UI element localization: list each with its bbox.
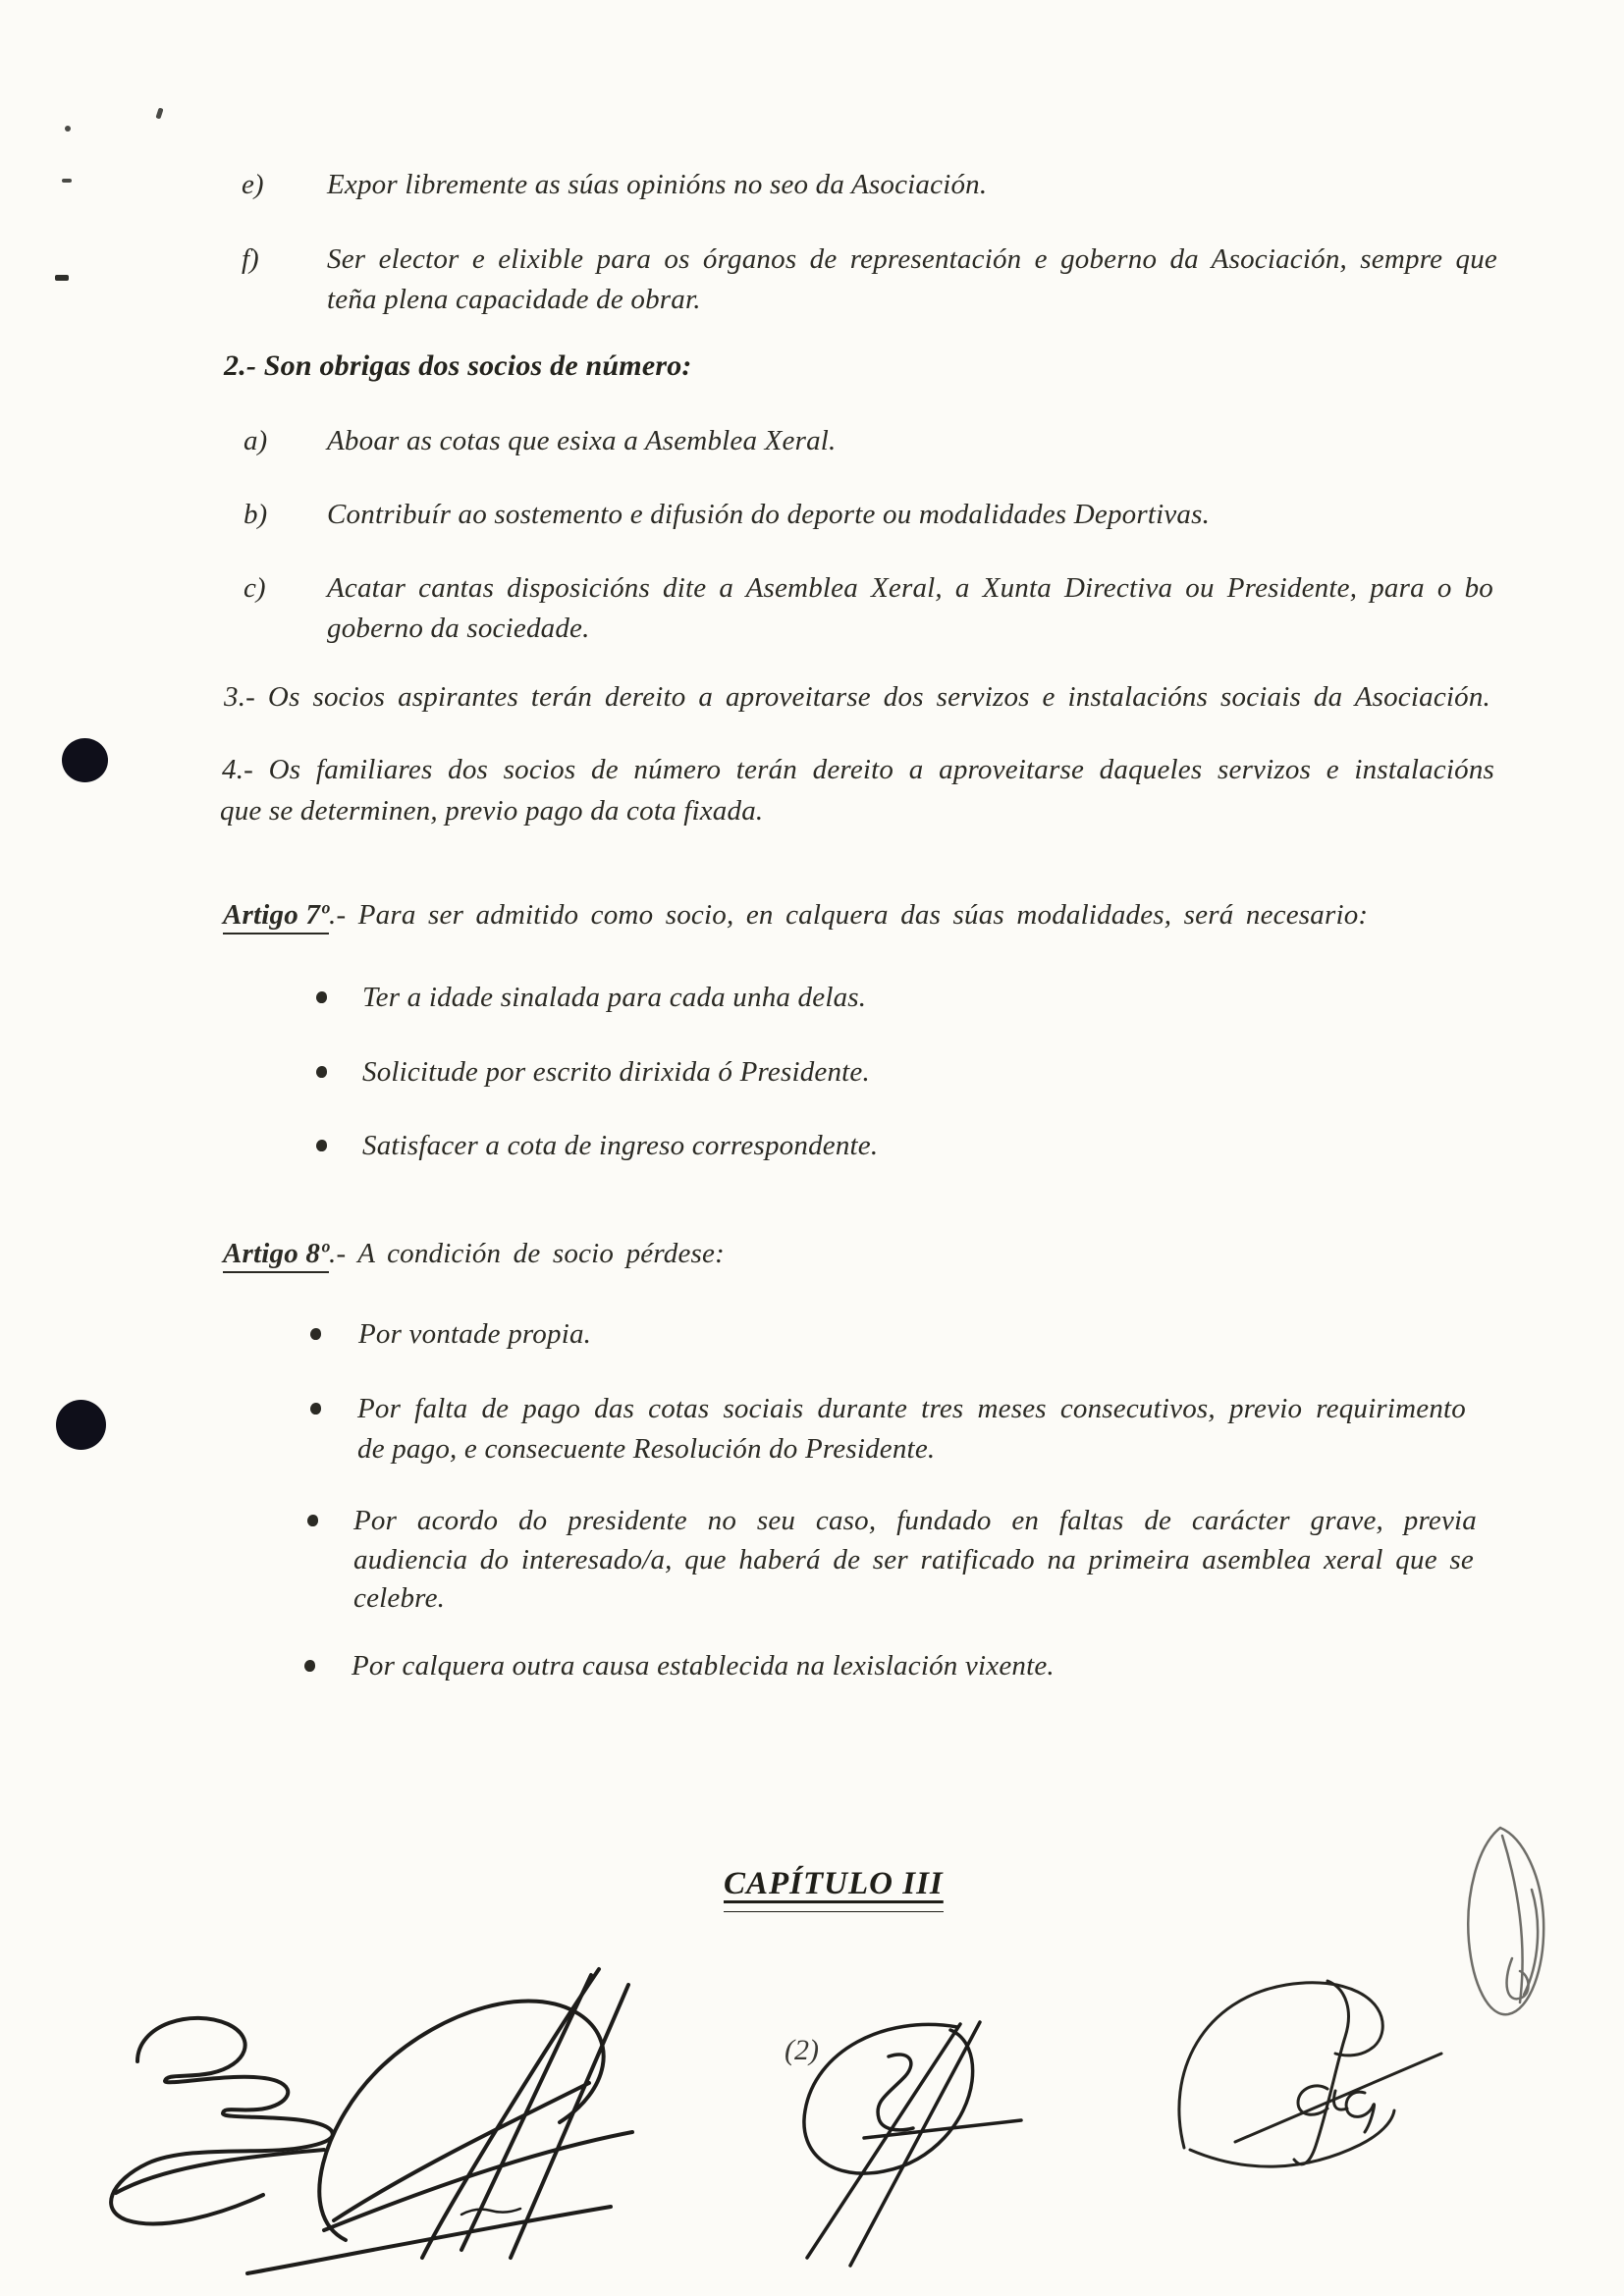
list-item-f-text-line1: Ser elector e elixible para os órganos de representación e goberno da Asociación, sempre que: [327, 243, 1497, 275]
paragraph-4-line2: que se determinen, previo pago da cota fixada.: [220, 795, 764, 827]
list-item-c-text-line2: goberno da sociedade.: [327, 613, 590, 644]
scan-speck: [62, 179, 72, 183]
artigo-8-bullet-2-line1: Por falta de pago das cotas sociais durante tres meses consecutivos, previo requirimento: [357, 1393, 1466, 1424]
signature-4: [1179, 1981, 1441, 2166]
list-item-f-text-line2: teña plena capacidade de obrar.: [327, 284, 701, 315]
list-item-a-text: Aboar as cotas que esixa a Asemblea Xeral.: [327, 425, 837, 456]
list-item-label-b: b): [244, 499, 268, 530]
artigo-8-bullet-1: Por vontade propia.: [358, 1318, 592, 1350]
bullet-icon: [316, 991, 327, 1003]
artigo-7-heading: [223, 897, 1368, 933]
artigo-8-heading: [223, 1236, 725, 1271]
artigo-8-bullet-3-line1: Por acordo do presidente no seu caso, fundado en faltas de carácter grave, previa: [353, 1505, 1477, 1536]
artigo-7-bullet-1: Ter a idade sinalada para cada unha delas.: [362, 982, 867, 1013]
bullet-icon: [316, 1140, 327, 1151]
scan-speck: [55, 275, 69, 281]
artigo-7-bullet-2: Solicitude por escrito dirixida ó Presidente.: [362, 1056, 870, 1088]
artigo-7-label: Artigo 7º: [223, 899, 329, 934]
list-item-label-e: e): [242, 169, 264, 200]
artigo-7-intro: .- Para ser admitido como socio, en calquera das súas modalidades, será necesario:: [329, 899, 1369, 931]
signature-2: [247, 1969, 632, 2273]
signature-3: [804, 2022, 1021, 2266]
artigo-8-bullet-4: Por calquera outra causa establecida na lexislación vixente.: [352, 1650, 1055, 1682]
artigo-8-bullet-3-line2: audiencia do interesado/a, que haberá de ser ratificado na primeira asemblea xeral que se: [353, 1544, 1474, 1575]
artigo-7-bullet-3: Satisfacer a cota de ingreso correspondente.: [362, 1130, 879, 1161]
scan-speck: [155, 107, 163, 119]
artigo-8-bullet-3-line3: celebre.: [353, 1582, 446, 1614]
paragraph-3: 3.- Os socios aspirantes terán dereito a aproveitarse dos servizos e instalacións sociais da Asociación.: [224, 681, 1490, 713]
list-item-label-c: c): [244, 572, 266, 604]
paragraph-4-line1: 4.- Os familiares dos socios de número terán dereito a aproveitarse daqueles servizos e instalacións: [222, 754, 1494, 785]
section-2-heading: 2.- Son obrigas dos socios de número:: [224, 349, 692, 382]
chapter-heading: CAPÍTULO III: [724, 1866, 944, 1912]
scan-speck: [65, 126, 71, 132]
hole-punch-dot: [62, 738, 108, 782]
hole-punch-dot: [56, 1400, 106, 1450]
signature-rubric: [1468, 1828, 1543, 2014]
signature-1: [111, 2018, 333, 2224]
list-item-b-text: Contribuír ao sostemento e difusión do deporte ou modalidades Deportivas.: [327, 499, 1211, 530]
list-item-e-text: Expor libremente as súas opinións no seo da Asociación.: [327, 169, 988, 200]
artigo-8-bullet-2-line2: de pago, e consecuente Resolución do Presidente.: [357, 1433, 936, 1465]
list-item-label-a: a): [244, 425, 268, 456]
bullet-icon: [310, 1328, 321, 1340]
signature-annotation: (2): [785, 2034, 819, 2066]
bullet-icon: [316, 1066, 327, 1078]
bullet-icon: [307, 1515, 318, 1526]
list-item-c-text-line1: Acatar cantas disposicións dite a Asemblea Xeral, a Xunta Directiva ou Presidente, para o bo: [327, 572, 1493, 604]
bullet-icon: [304, 1660, 315, 1672]
bullet-icon: [310, 1403, 321, 1415]
artigo-8-label: Artigo 8º: [223, 1238, 329, 1273]
artigo-8-intro: .- A condición de socio pérdese:: [329, 1238, 725, 1269]
list-item-label-f: f): [242, 243, 259, 275]
